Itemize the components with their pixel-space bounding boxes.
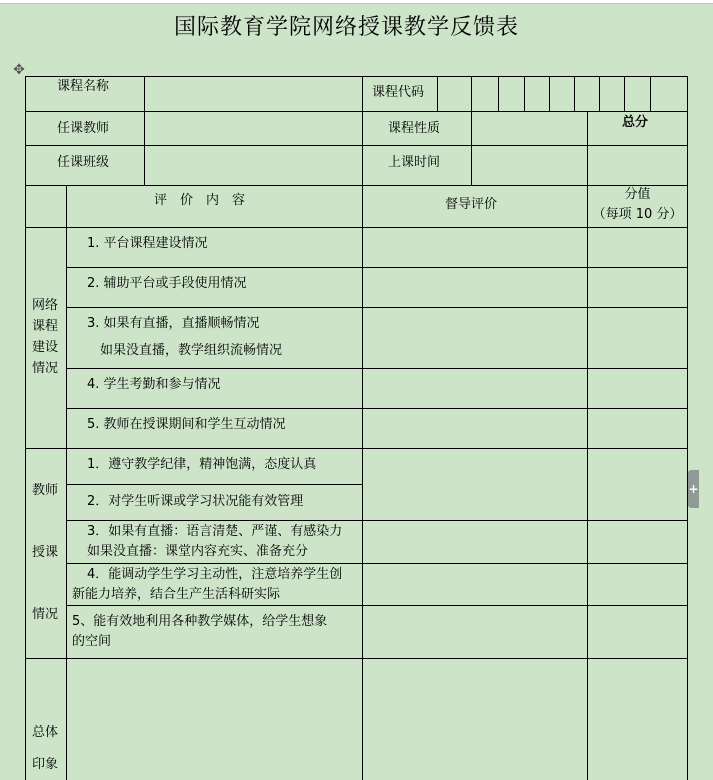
class-label: 任课班级	[57, 155, 110, 170]
grid-line	[624, 76, 625, 112]
criterion-item: 4. 学生考勤和参与情况	[87, 377, 221, 392]
grid-line	[650, 76, 651, 112]
grid-line	[25, 76, 688, 77]
time-label: 上课时间	[388, 155, 441, 170]
grid-line	[66, 185, 67, 780]
grid-line	[25, 448, 688, 449]
grid-line	[574, 76, 575, 112]
grid-line	[66, 408, 688, 409]
course-type-label: 课程性质	[388, 121, 441, 136]
grid-line	[471, 111, 472, 186]
criterion-item: 3. 如果有直播，直播顺畅情况	[87, 316, 260, 331]
grid-line	[66, 484, 363, 485]
criterion-item-cont: 如果没直播，教学组织流畅情况	[100, 343, 283, 358]
criterion-item-cont: 的空间	[72, 634, 112, 649]
move-icon[interactable]: ✥	[13, 62, 25, 78]
grid-line	[25, 76, 26, 780]
total-label: 总分	[622, 115, 649, 130]
section2-label-line: 教师	[32, 483, 59, 498]
criterion-item: 1. 平台课程建设情况	[87, 236, 208, 251]
section2-label-line: 情况	[32, 607, 59, 622]
grid-line	[66, 267, 688, 268]
grid-line	[25, 658, 688, 659]
grid-line	[66, 368, 688, 369]
column-supervisor: 督导评价	[445, 197, 498, 212]
criterion-item: 2．对学生听课或学习状况能有效管理	[87, 494, 304, 509]
grid-line	[599, 76, 600, 112]
criterion-item: 2. 辅助平台或手段使用情况	[87, 276, 247, 291]
criterion-item: 4．能调动学生学习主动性，注意培养学生创	[87, 567, 343, 582]
grid-line	[362, 76, 363, 780]
teacher-label: 任课教师	[57, 121, 110, 136]
section2-label-line: 授课	[32, 545, 59, 560]
grid-line	[25, 227, 688, 228]
column-content: 评 价 内 容	[154, 193, 246, 208]
grid-line	[437, 76, 438, 112]
course-name-label: 课程名称	[57, 79, 110, 94]
grid-line	[66, 605, 688, 606]
criterion-item: 5、能有效地利用各种教学媒体，给学生想象	[72, 614, 328, 629]
section1-label-line: 网络	[32, 298, 59, 313]
criterion-item: 3．如果有直播：语言清楚、严谨、有感染力	[87, 524, 343, 539]
grid-line	[498, 76, 499, 112]
criterion-item: 5. 教师在授课期间和学生互动情况	[87, 417, 286, 432]
grid-line	[66, 563, 688, 564]
grid-line	[144, 76, 145, 186]
grid-line	[524, 76, 525, 112]
grid-line	[25, 145, 688, 146]
section3-label-line: 印象	[32, 757, 59, 772]
section3-label-line: 总体	[32, 725, 59, 740]
section1-label-line: 情况	[32, 361, 59, 376]
section1-label-line: 课程	[32, 319, 59, 334]
column-score-title: 分值	[624, 187, 651, 202]
criterion-item: 1．遵守教学纪律，精神饱满，态度认真	[87, 457, 317, 472]
grid-line	[687, 76, 688, 780]
top-edge-shadow	[0, 3, 713, 4]
grid-line	[471, 76, 472, 112]
section1-label-line: 建设	[32, 340, 59, 355]
grid-line	[25, 111, 688, 112]
grid-line	[66, 307, 688, 308]
grid-line	[549, 76, 550, 112]
page-title: 国际教育学院网络授课教学反馈表	[173, 15, 519, 40]
grid-line	[66, 520, 688, 521]
course-code-label: 课程代码	[372, 85, 425, 100]
criterion-item-cont: 如果没直播：课堂内容充实、准备充分	[87, 544, 309, 559]
criterion-item-cont: 新能力培养，结合生产生活科研实际	[72, 587, 281, 602]
column-score-note: （每项 10 分）	[592, 207, 683, 222]
plus-icon[interactable]: +	[688, 470, 699, 508]
